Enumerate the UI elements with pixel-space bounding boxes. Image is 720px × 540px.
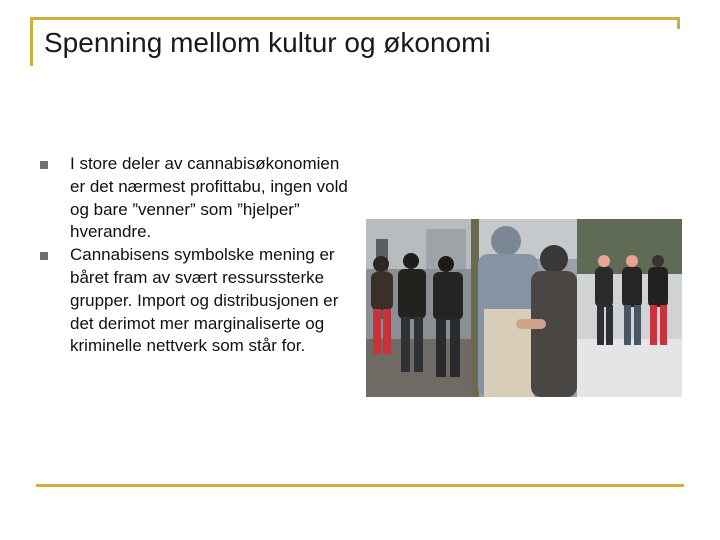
- bullet-item: [38, 244, 358, 358]
- photo-panel-left: [366, 219, 471, 397]
- frame-right-line: [677, 17, 680, 29]
- bullet-text: Cannabisens symbolske mening er båret fram av svært ressurssterke grupper. Import og distribusjonen er det derimot mer marginaliserte og kriminelle nettverk som står for.: [70, 245, 339, 356]
- bullet-item: [38, 153, 358, 244]
- street-arrest-photo-collage: [366, 219, 682, 397]
- photo-panel-right: [577, 219, 682, 397]
- frame-bottom-line: [36, 484, 684, 487]
- square-bullet-icon: [40, 161, 48, 169]
- frame-top-line: [30, 17, 680, 20]
- slide-title: Spenning mellom kultur og økonomi: [44, 27, 491, 58]
- frame-left-line: [30, 17, 33, 66]
- bullet-text: I store deler av cannabisøkonomien er det nærmest profittabu, ingen vold og bare ”venner” som ”hjelper” hverandre.: [70, 154, 348, 242]
- square-bullet-icon: [40, 252, 48, 260]
- bullet-list: [38, 153, 358, 358]
- photo-panel-middle: [471, 219, 577, 397]
